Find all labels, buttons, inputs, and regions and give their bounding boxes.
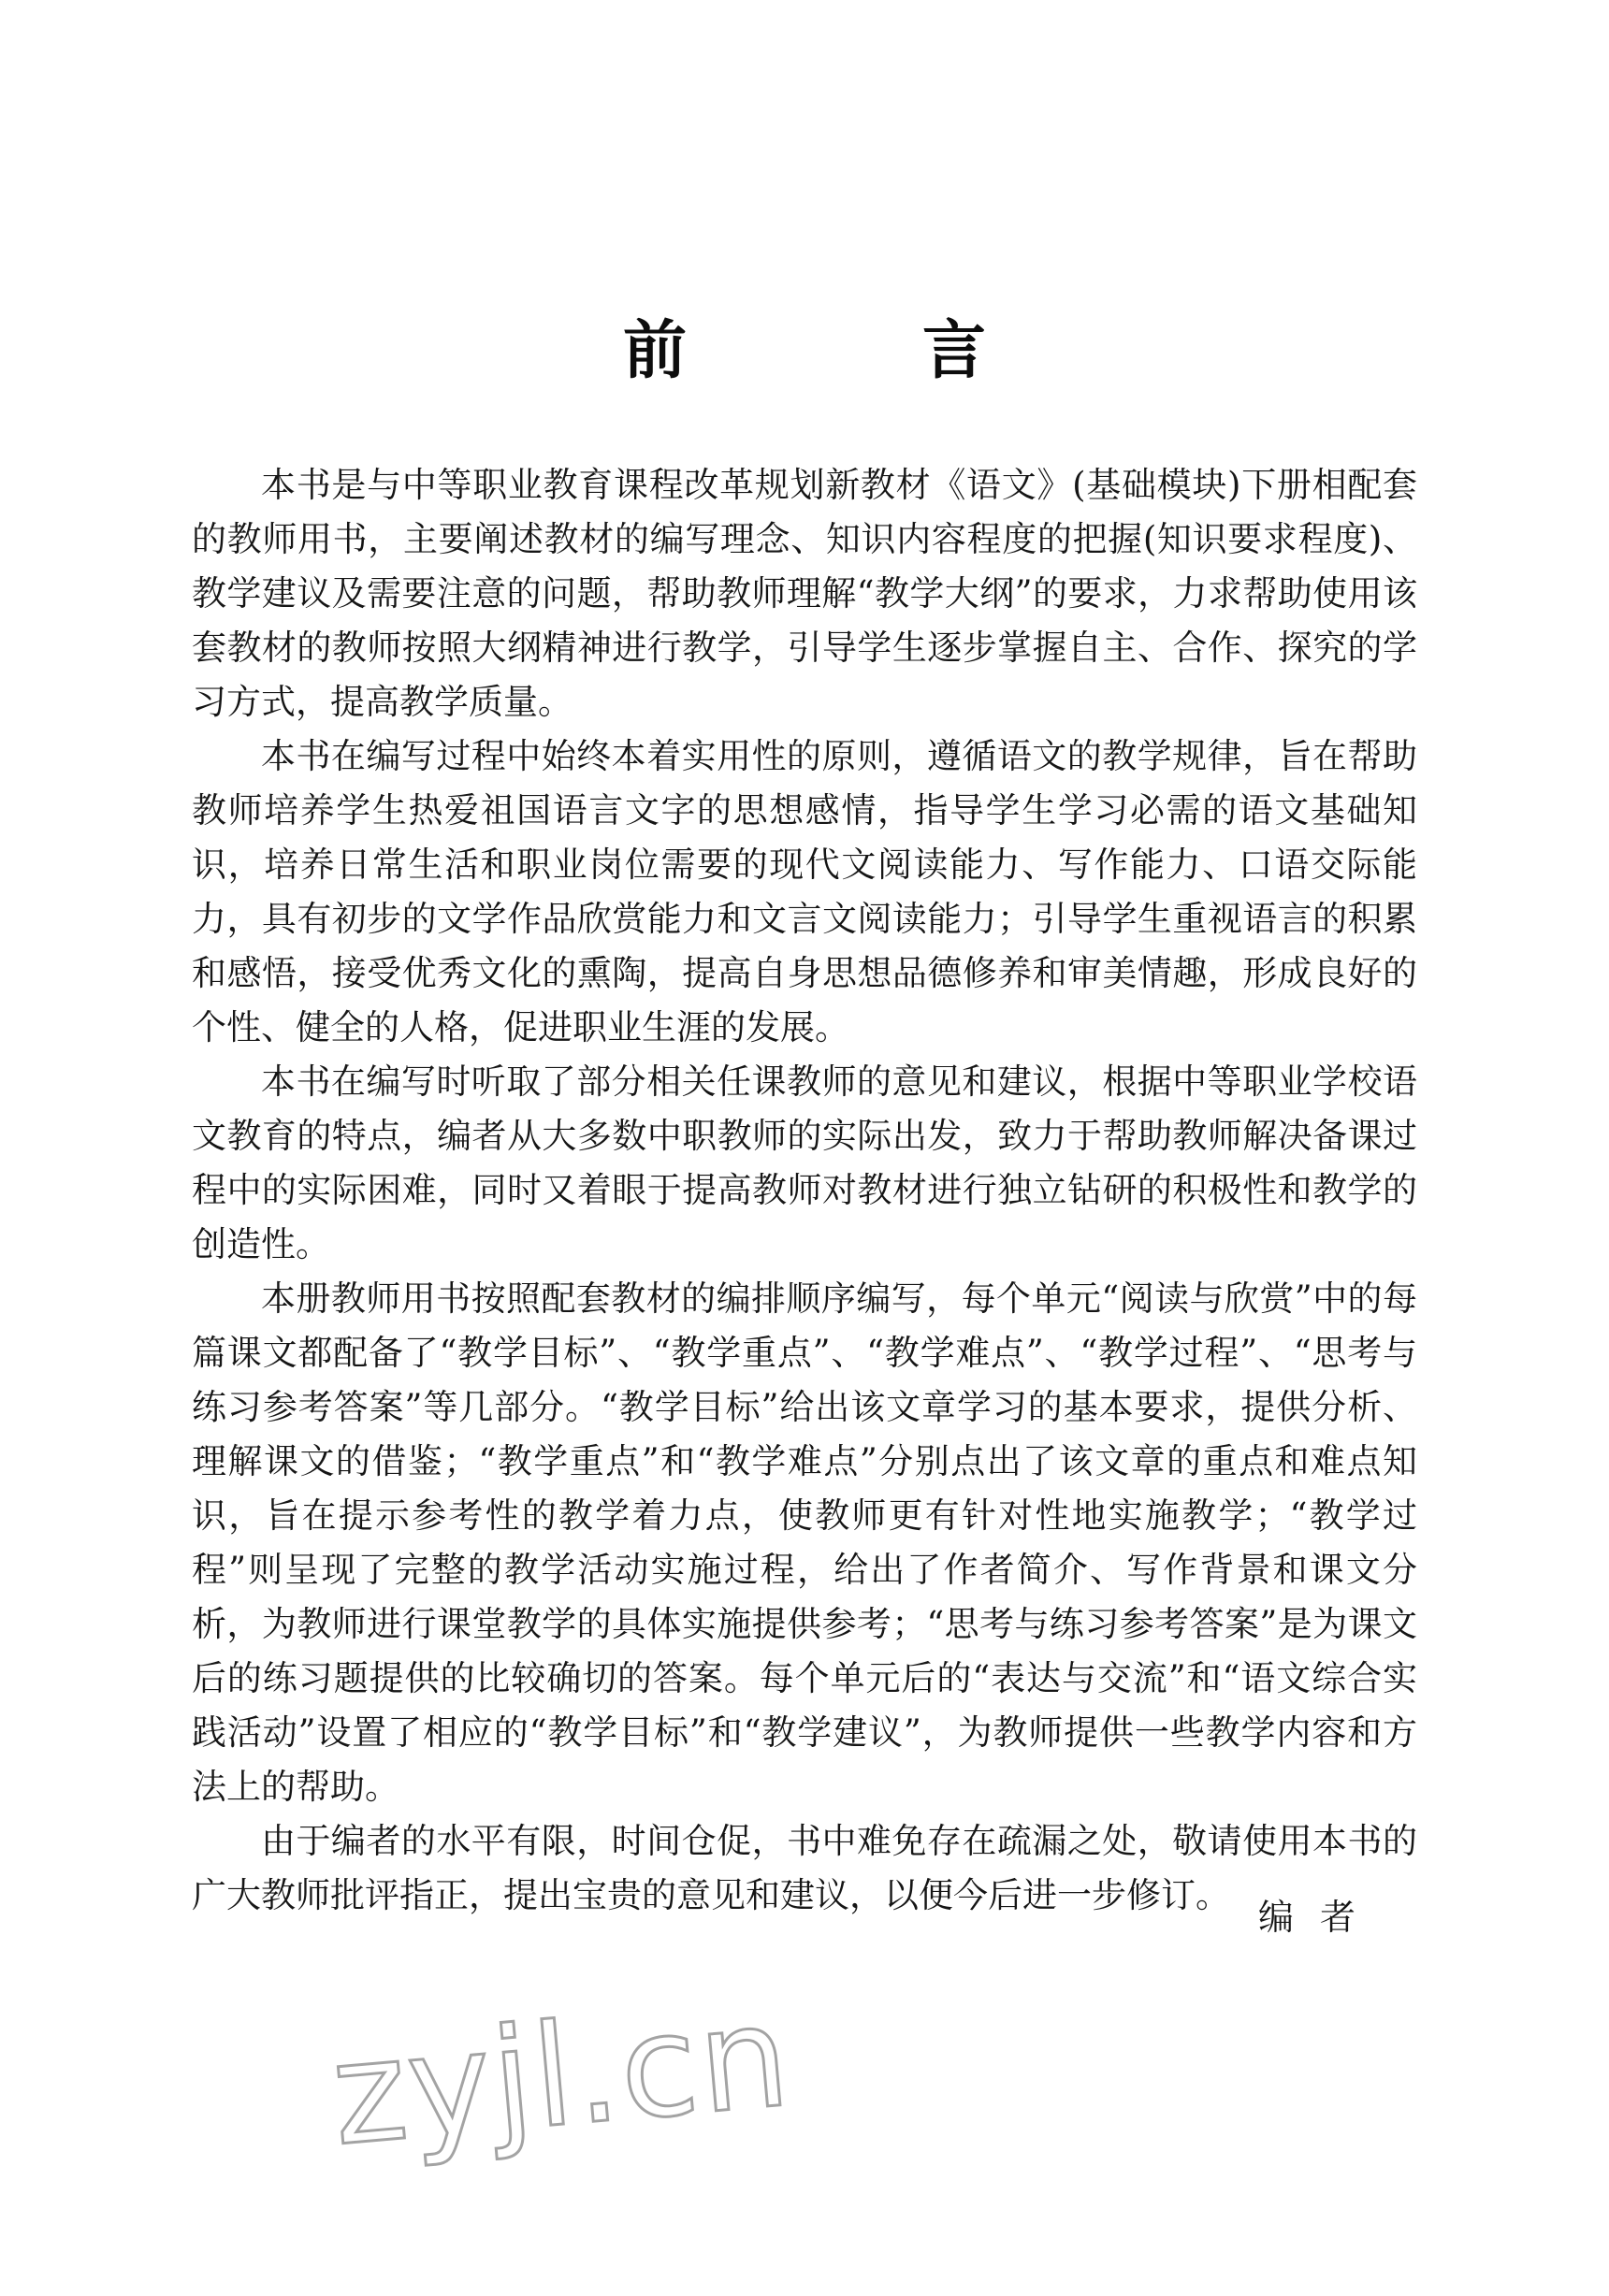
paragraph-4: 本册教师用书按照配套教材的编排顺序编写，每个单元“阅读与欣赏”中的每篇课文都配备了“教学目标”、“教学重点”、“教学难点”、“教学过程”、“思考与练习参考答案”等几部分。“教学目标”给出该文章学习的基本要求，提供分析、理解课文的借鉴；“教学重点”和“教学难点”分别点出了该文章的重点和难点知识，旨在提示参考性的教学着力点，使教师更有针对性地实施教学；“教学过程”则呈现了完整的教学活动实施过程，给出了作者简介、写作背景和课文分析，为教师进行课堂教学的具体实施提供参考；“思考与练习参考答案”是为课文后的练习题提供的比较确切的答案。每个单元后的“表达与交流”和“语文综合实践活动”设置了相应的“教学目标”和“教学建议”，为教师提供一些教学内容和方法上的帮助。 <box>192 1278 1417 1807</box>
preface-body <box>192 458 1417 1923</box>
author-signature: 编者 <box>1258 1897 1383 1938</box>
page-title: 前 言 <box>622 313 1072 388</box>
paragraph-2: 本书在编写过程中始终本着实用性的原则，遵循语文的教学规律，旨在帮助教师培养学生热爱祖国语言文字的思想感情，指导学生学习必需的语文基础知识，培养日常生活和职业岗位需要的现代文阅读能力、写作能力、口语交际能力，具有初步的文学作品欣赏能力和文言文阅读能力；引导学生重视语言的积累和感悟，接受优秀文化的熏陶，提高自身思想品德修养和审美情趣，形成良好的个性、健全的人格，促进职业生涯的发展。 <box>192 736 1417 1047</box>
watermark: zyjl.cn <box>326 1974 797 2178</box>
paragraph-3: 本书在编写时听取了部分相关任课教师的意见和建议，根据中等职业学校语文教育的特点，编者从大多数中职教师的实际出发，致力于帮助教师解决备课过程中的实际困难，同时又着眼于提高教师对教材进行独立钻研的积极性和教学的创造性。 <box>192 1061 1417 1264</box>
paragraph-1: 本书是与中等职业教育课程改革规划新教材《语文》(基础模块)下册相配套的教师用书，主要阐述教材的编写理念、知识内容程度的把握(知识要求程度)、教学建议及需要注意的问题，帮助教师理解“教学大纲”的要求，力求帮助使用该套教材的教师按照大纲精神进行教学，引导学生逐步掌握自主、合作、探究的学习方式，提高教学质量。 <box>192 465 1417 722</box>
paragraph-5: 由于编者的水平有限，时间仓促，书中难免存在疏漏之处，敬请使用本书的广大教师批评指正，提出宝贵的意见和建议，以便今后进一步修订。 <box>192 1821 1417 1915</box>
